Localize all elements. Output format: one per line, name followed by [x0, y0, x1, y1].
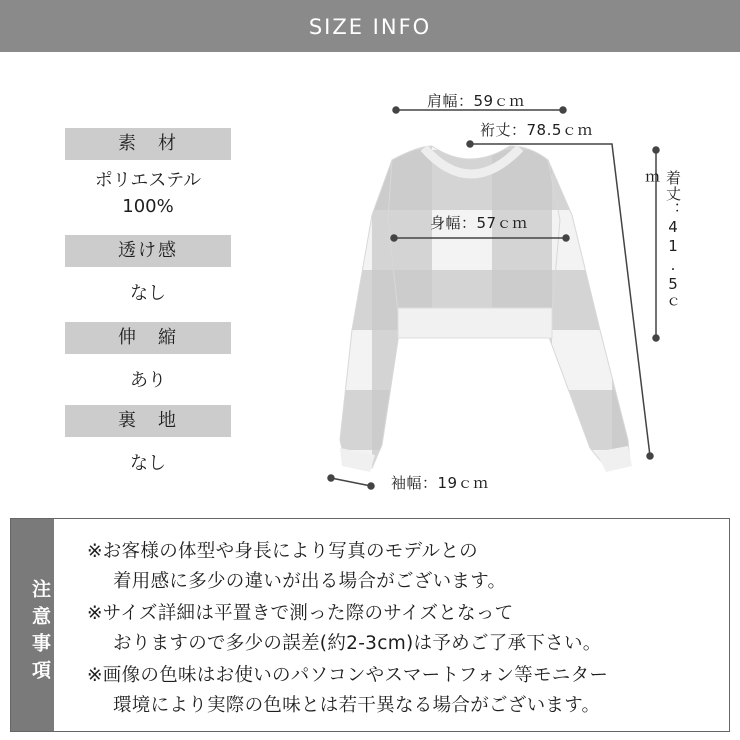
notes-side-bar — [11, 519, 54, 731]
spec-value-material: ポリエステル 100% — [94, 170, 202, 217]
spec-label-material: 素 材 — [65, 128, 231, 160]
sleeve-width-label: 袖幅：19ｃｍ — [391, 474, 489, 492]
spec-label-sheerness: 透け感 — [65, 235, 231, 267]
spec-label-lining: 裏 地 — [65, 405, 231, 437]
note-line: 着用感に多少の違いが出る場合がございます。 — [113, 571, 507, 592]
spec-value-stretch: あり — [130, 370, 166, 391]
spec-value-lining: なし — [130, 453, 166, 474]
note-line: ※お客様の体型や身長により写真のモデルとの — [87, 541, 478, 562]
note-item — [87, 537, 506, 597]
page-title: SIZE INFO — [308, 15, 432, 39]
note-item — [87, 661, 608, 721]
sleeve-length-label: 裄丈：78.5ｃｍ — [480, 121, 593, 139]
spec-value-sheerness: なし — [130, 283, 166, 304]
shoulder-width-label: 肩幅：59ｃｍ — [427, 92, 525, 110]
note-line: ※サイズ詳細は平置きで測った際のサイズとなって — [87, 603, 514, 624]
body-width-label: 身幅：57ｃｍ — [430, 214, 528, 232]
notes-side-label: 注意事項 — [29, 579, 51, 687]
note-line: おりますので多少の誤差(約2-3cm)は予めご了承下さい。 — [113, 633, 602, 654]
note-line: ※画像の色味はお使いのパソコンやスマートフォン等モニター — [87, 665, 609, 686]
garment-length-label: 着丈：41.5ｃｍ — [643, 170, 682, 310]
note-line: 環境により実際の色味とは若干異なる場合がございます。 — [113, 695, 601, 716]
note-item — [87, 599, 602, 659]
spec-label-stretch: 伸 縮 — [65, 322, 231, 354]
